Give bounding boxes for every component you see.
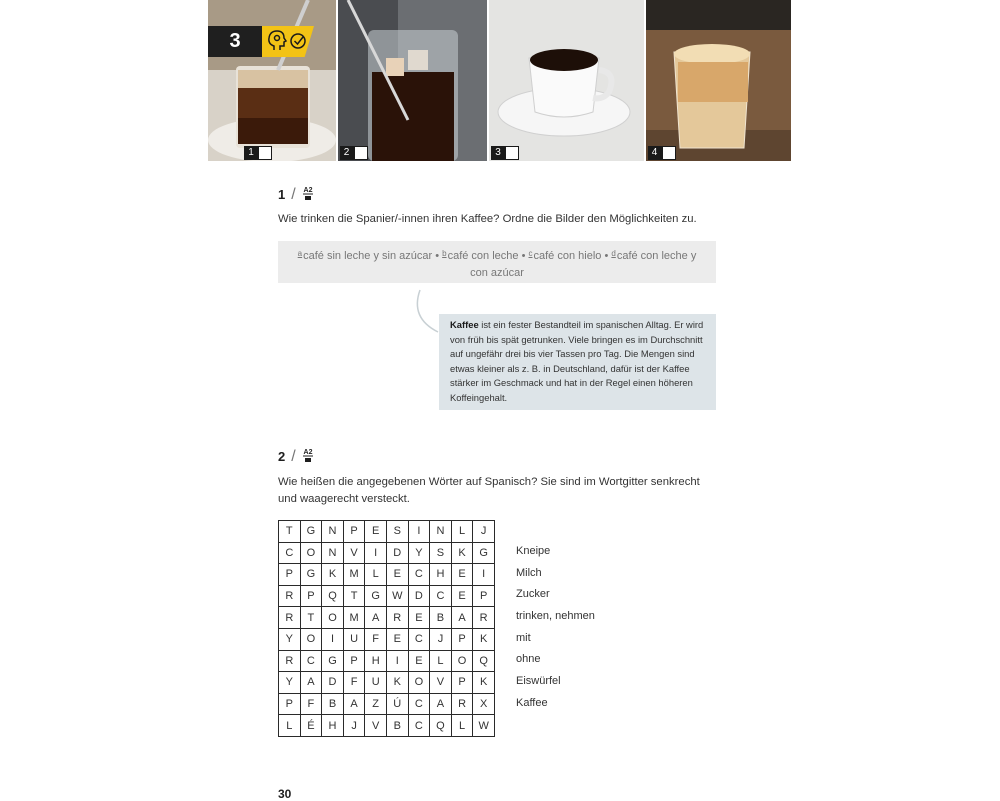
grid-cell[interactable]: G xyxy=(473,542,495,564)
grid-cell[interactable]: J xyxy=(343,715,365,737)
grid-cell[interactable]: E xyxy=(451,585,473,607)
grid-cell[interactable]: Y xyxy=(279,672,301,694)
photo-1 xyxy=(208,0,336,161)
level-badge xyxy=(302,184,314,205)
grid-cell[interactable]: A xyxy=(451,607,473,629)
info-box xyxy=(439,314,716,410)
grid-cell[interactable]: R xyxy=(279,650,301,672)
grid-cell[interactable]: C xyxy=(300,650,322,672)
grid-cell[interactable]: P xyxy=(279,693,301,715)
grid-cell[interactable]: N xyxy=(322,521,344,543)
info-text: ist ein fester Bestandteil im spanischen Alltag. Er wird von früh bis spät getrunken. Viele bringen es im Durchschnitt auf ungefähr drei bis vier Tassen pro Tag. Die Mengen sind etwas kleiner als z. B. in Deutschland, dafür ist der Kaffee stärker im Geschmack und hat in der Regel einen höheren Koffeingehalt. xyxy=(450,319,704,403)
grid-cell[interactable]: I xyxy=(322,628,344,650)
grid-cell[interactable]: B xyxy=(386,715,408,737)
grid-cell[interactable]: P xyxy=(473,585,495,607)
photo-4 xyxy=(646,0,792,161)
grid-row xyxy=(279,672,495,694)
photo-3 xyxy=(489,0,643,161)
word-list-item: mit xyxy=(516,631,531,644)
grid-cell[interactable]: A xyxy=(300,672,322,694)
level-badge xyxy=(302,446,314,467)
grid-cell[interactable]: O xyxy=(300,628,322,650)
grid-cell[interactable]: C xyxy=(279,542,301,564)
grid-cell[interactable]: V xyxy=(365,715,387,737)
option-separator: • xyxy=(521,250,526,262)
grid-row xyxy=(279,521,495,543)
grid-cell[interactable]: P xyxy=(279,564,301,586)
grid-cell[interactable]: Ú xyxy=(386,693,408,715)
grid-cell[interactable]: N xyxy=(322,542,344,564)
grid-cell[interactable]: E xyxy=(365,521,387,543)
grid-cell[interactable]: L xyxy=(430,650,452,672)
photo-label-4: 4 xyxy=(648,146,676,160)
option-d: café con leche y con azúcar xyxy=(470,250,697,279)
word-list xyxy=(516,542,595,716)
option-letter: b xyxy=(442,249,447,258)
grid-cell[interactable]: O xyxy=(408,672,430,694)
grid-cell[interactable]: F xyxy=(343,672,365,694)
grid-cell[interactable]: M xyxy=(343,564,365,586)
grid-cell[interactable]: F xyxy=(365,628,387,650)
grid-cell[interactable]: P xyxy=(451,672,473,694)
header-slash: / xyxy=(291,185,296,203)
grid-cell[interactable]: P xyxy=(300,585,322,607)
grid-cell[interactable]: S xyxy=(386,521,408,543)
answer-box[interactable] xyxy=(354,146,368,160)
grid-row xyxy=(279,564,495,586)
level-letter: A2 xyxy=(303,449,313,456)
photo-2 xyxy=(338,0,487,161)
grid-cell[interactable]: D xyxy=(408,585,430,607)
grid-cell[interactable]: P xyxy=(451,628,473,650)
grid-row xyxy=(279,693,495,715)
grid-cell[interactable]: T xyxy=(343,585,365,607)
grid-cell[interactable]: B xyxy=(430,607,452,629)
option-separator: • xyxy=(604,250,609,262)
grid-cell[interactable]: K xyxy=(322,564,344,586)
word-list-item: trinken, nehmen xyxy=(516,610,595,623)
grid-cell[interactable]: E xyxy=(408,650,430,672)
answer-box[interactable] xyxy=(505,146,519,160)
word-list-item: Zucker xyxy=(516,588,550,601)
header-slash: / xyxy=(291,447,296,465)
grid-cell[interactable]: H xyxy=(365,650,387,672)
grid-cell[interactable]: R xyxy=(473,607,495,629)
option-letter: d xyxy=(611,249,616,258)
grid-cell[interactable]: D xyxy=(386,542,408,564)
grid-cell[interactable]: K xyxy=(386,672,408,694)
photo-label-3: 3 xyxy=(491,146,519,160)
grid-cell[interactable]: L xyxy=(365,564,387,586)
page-number: 30 xyxy=(278,787,292,801)
grid-cell[interactable]: V xyxy=(343,542,365,564)
black-coffee-image xyxy=(489,0,643,161)
grid-cell[interactable]: L xyxy=(279,715,301,737)
grid-cell[interactable]: U xyxy=(365,672,387,694)
grid-cell[interactable]: D xyxy=(322,672,344,694)
grid-cell[interactable]: M xyxy=(343,607,365,629)
word-list-item: Kneipe xyxy=(516,545,551,557)
grid-cell[interactable]: L xyxy=(451,715,473,737)
grid-cell[interactable]: U xyxy=(343,628,365,650)
grid-row xyxy=(279,715,495,737)
options-box xyxy=(278,241,716,283)
grid-cell[interactable]: Q xyxy=(322,585,344,607)
word-list-item: ohne xyxy=(516,653,541,666)
head-gear-icon xyxy=(269,31,286,50)
grid-cell[interactable]: A xyxy=(343,693,365,715)
grid-row xyxy=(279,607,495,629)
answer-box[interactable] xyxy=(258,146,272,160)
grid-cell[interactable]: S xyxy=(430,542,452,564)
grid-cell[interactable]: R xyxy=(386,607,408,629)
unit-badge xyxy=(208,26,314,57)
milk-coffee-image xyxy=(646,0,792,161)
grid-cell[interactable]: C xyxy=(408,628,430,650)
exercise-1-header xyxy=(278,184,314,205)
grid-row xyxy=(279,542,495,564)
grid-cell[interactable]: T xyxy=(279,521,301,543)
exercise-1-instruction: Wie trinken die Spanier/-innen ihren Kaffee? Ordne die Bilder den Möglichkeiten zu. xyxy=(278,213,697,225)
grid-row xyxy=(279,628,495,650)
info-connector-line xyxy=(408,288,442,338)
grid-cell[interactable]: Q xyxy=(473,650,495,672)
word-list-item: Milch xyxy=(516,566,542,579)
exercise-number: 2 xyxy=(278,449,286,464)
word-list-item: Eiswürfel xyxy=(516,675,561,688)
option-separator: • xyxy=(435,250,440,262)
grid-cell[interactable]: Y xyxy=(408,542,430,564)
grid-cell[interactable]: P xyxy=(343,521,365,543)
info-term: Kaffee xyxy=(450,319,479,330)
grid-cell[interactable]: R xyxy=(279,585,301,607)
photo-label-2: 2 xyxy=(340,146,368,160)
option-a: café sin leche y sin azúcar xyxy=(303,250,433,262)
grid-cell[interactable]: Y xyxy=(279,628,301,650)
grid-cell[interactable]: C xyxy=(408,715,430,737)
grid-cell[interactable]: G xyxy=(300,564,322,586)
grid-cell[interactable]: C xyxy=(408,564,430,586)
grid-cell[interactable]: J xyxy=(430,628,452,650)
grid-cell[interactable]: G xyxy=(300,521,322,543)
photo-strip xyxy=(208,0,791,161)
level-letter: A2 xyxy=(303,187,313,194)
answer-box[interactable] xyxy=(662,146,676,160)
grid-row xyxy=(279,585,495,607)
grid-cell[interactable]: B xyxy=(322,693,344,715)
grid-cell[interactable]: C xyxy=(430,585,452,607)
grid-cell[interactable]: O xyxy=(322,607,344,629)
grid-cell[interactable]: P xyxy=(343,650,365,672)
grid-cell[interactable]: I xyxy=(473,564,495,586)
grid-cell[interactable]: K xyxy=(473,628,495,650)
grid-cell[interactable]: R xyxy=(279,607,301,629)
grid-cell[interactable]: I xyxy=(408,521,430,543)
grid-cell[interactable]: V xyxy=(430,672,452,694)
grid-row xyxy=(279,650,495,672)
grid-cell[interactable]: É xyxy=(300,715,322,737)
grid-cell[interactable]: J xyxy=(473,521,495,543)
grid-cell[interactable]: N xyxy=(430,521,452,543)
option-c: café con hielo xyxy=(533,250,602,262)
option-b: café con leche xyxy=(447,250,519,262)
unit-number: 3 xyxy=(208,26,262,57)
grid-cell[interactable]: O xyxy=(451,650,473,672)
skill-badge xyxy=(262,26,314,57)
grid-cell[interactable]: H xyxy=(322,715,344,737)
grid-cell[interactable]: R xyxy=(451,693,473,715)
grid-cell[interactable]: K xyxy=(473,672,495,694)
grid-cell[interactable]: E xyxy=(386,564,408,586)
grid-cell[interactable]: W xyxy=(473,715,495,737)
exercise-2-header xyxy=(278,446,314,467)
layered-coffee-image xyxy=(208,0,336,161)
exercise-number: 1 xyxy=(278,187,286,202)
grid-cell[interactable]: I xyxy=(365,542,387,564)
grid-cell[interactable]: H xyxy=(430,564,452,586)
grid-cell[interactable]: A xyxy=(430,693,452,715)
grid-cell[interactable]: T xyxy=(300,607,322,629)
word-list-item: Kaffee xyxy=(516,696,548,709)
photo-label-1: 1 xyxy=(244,146,272,160)
grid-cell[interactable]: O xyxy=(300,542,322,564)
grid-cell[interactable]: E xyxy=(451,564,473,586)
grid-cell[interactable]: W xyxy=(386,585,408,607)
exercise-2-instruction: Wie heißen die angegebenen Wörter auf Spanisch? Sie sind im Wortgitter senkrecht und waagerecht versteckt. xyxy=(278,476,700,505)
grid-cell[interactable]: F xyxy=(300,693,322,715)
word-grid xyxy=(278,520,495,737)
grid-cell[interactable]: X xyxy=(473,693,495,715)
target-check-icon xyxy=(291,34,305,48)
grid-cell[interactable]: A xyxy=(365,607,387,629)
grid-cell[interactable]: E xyxy=(408,607,430,629)
grid-cell[interactable]: E xyxy=(386,628,408,650)
grid-cell[interactable]: G xyxy=(365,585,387,607)
grid-cell[interactable]: C xyxy=(408,693,430,715)
grid-cell[interactable]: K xyxy=(451,542,473,564)
grid-cell[interactable]: L xyxy=(451,521,473,543)
option-letter: c xyxy=(528,249,533,258)
option-letter: a xyxy=(297,249,303,258)
iced-coffee-image xyxy=(338,0,487,161)
grid-cell[interactable]: Z xyxy=(365,693,387,715)
grid-cell[interactable]: G xyxy=(322,650,344,672)
grid-cell[interactable]: Q xyxy=(430,715,452,737)
grid-cell[interactable]: I xyxy=(386,650,408,672)
